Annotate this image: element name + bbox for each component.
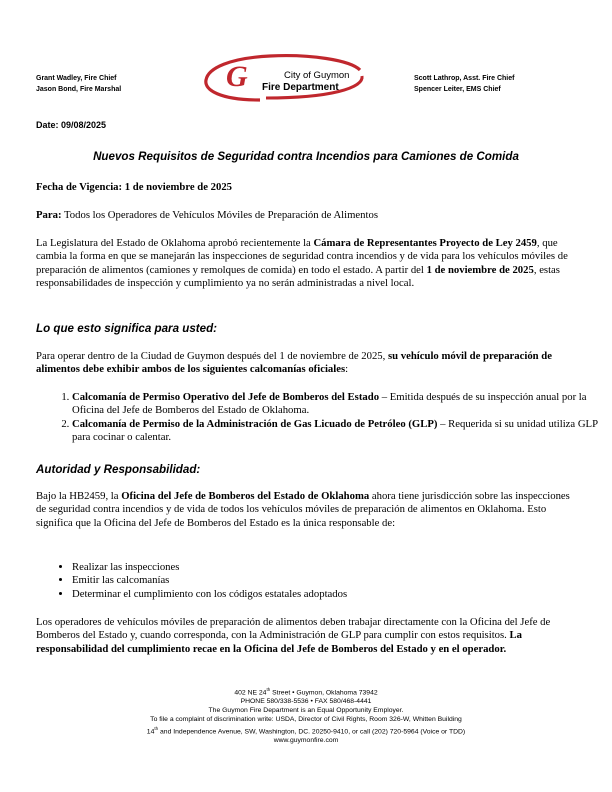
audience-label: Para: [36, 209, 62, 221]
ems-chief-name: Spencer Leiter, EMS Chief [414, 85, 501, 93]
intro-bill-name: Cámara de Representantes Proyecto de Ley 2459 [313, 237, 537, 249]
complaint-street-number: 14 [146, 728, 155, 736]
section1-text-1: Para operar dentro de la Ciudad de Guymon después del 1 de noviembre de 2025, [36, 350, 388, 362]
decal-name: Calcomanía de Permiso Operativo del Jefe de Bomberos del Estado [72, 391, 380, 403]
state-fire-marshal-office: Oficina del Jefe de Bomberos del Estado de Oklahoma [121, 490, 370, 502]
intro-text-3: , estas responsabilidades de inspección y cumplimiento ya no serán administradas a nivel local. [36, 263, 560, 289]
required-decals-list [36, 391, 612, 444]
document-date: Date: 09/08/2025 [36, 120, 107, 130]
closing-text: Los operadores de vehículos móviles de preparación de alimentos deben trabajar directamente con la Oficina del Jefe de Bomberos del Estado y, cuando corresponda, con la Administración de GLP para cumplir con estos requisitos. [36, 616, 551, 642]
header-right-officials [414, 74, 514, 95]
footer-complaint-line1: To file a complaint of discrimination write: USDA, Director of Civil Rights, Room 326-W, Whitten Building [150, 715, 462, 723]
footer-website[interactable]: www.guymonfire.com [273, 737, 339, 745]
page-footer [0, 686, 612, 746]
address-suffix: th [266, 687, 271, 692]
list-item: • Emitir las calcomanías [72, 574, 612, 587]
logo-dept-text: Fire Department [262, 82, 339, 93]
list-item: • Determinar el cumplimiento con los códigos estatales adoptados [72, 588, 612, 601]
list-item: • Realizar las inspecciones [72, 561, 612, 574]
list-item [72, 418, 612, 445]
address-street: Street • Guymon, Oklahoma 73942 [270, 689, 378, 697]
footer-address [0, 686, 612, 698]
intro-text-2: , que cambia la forma en que se manejarán las inspecciones de seguridad contra incendios y de vida para los vehículos móviles de preparación de alimentos (camiones y remolques de comida) en todo el estado. A partir del [36, 237, 568, 276]
logo-mark: G [226, 60, 248, 93]
effective-date: Fecha de Vigencia: 1 de noviembre de 2025 [36, 181, 233, 193]
closing-responsibility: La responsabilidad del cumplimiento recae en la Oficina del Jefe de Bomberos del Estado y en el operador. [36, 629, 522, 655]
audience-line [36, 209, 576, 222]
complaint-address: and Independence Avenue, SW, Washington, DC. 20250-9410, or call (202) 720-5964 (Voice or TDD) [158, 728, 466, 736]
fire-marshal-name: Jason Bond, Fire Marshal [36, 85, 122, 93]
logo-city-text: City of Guymon [284, 70, 350, 81]
section1-text-2: : [345, 363, 349, 376]
decal-description: – Requerida si su unidad utiliza GLP para cocinar o calentar. [72, 417, 598, 443]
decal-name: Calcomanía de Permiso de la Administración de Gas Licuado de Petróleo (GLP) [72, 417, 438, 430]
section1-requirement: su vehículo móvil de preparación de alimentos debe exhibir ambos de los siguientes calcomanías oficiales [36, 350, 552, 376]
document-title: Nuevos Requisitos de Seguridad contra Incendios para Camiones de Comida [93, 150, 519, 163]
fire-chief-name: Grant Wadley, Fire Chief [36, 75, 117, 82]
section-heading-authority: Autoridad y Responsabilidad: [36, 463, 201, 476]
responsibilities-list [36, 561, 612, 601]
intro-text-1: La Legislatura del Estado de Oklahoma aprobó recientemente la [36, 237, 314, 249]
intro-effective-date: 1 de noviembre de 2025 [426, 263, 534, 276]
section-heading-what-it-means: Lo que esto significa para usted: [36, 322, 218, 335]
section2-text-1: Bajo la HB2459, la [36, 490, 122, 502]
section2-paragraph [36, 490, 576, 530]
decal-description: – Emitida después de su inspección anual por la Oficina del Jefe de Bomberos del Estado de Oklahoma. [72, 391, 587, 417]
address-number: 402 NE 24 [234, 689, 267, 697]
list-item [72, 391, 612, 418]
intro-paragraph [36, 237, 576, 290]
fire-department-logo [200, 48, 370, 108]
complaint-street-suffix: th [154, 725, 159, 731]
audience-text: Todos los Operadores de Vehículos Móviles de Preparación de Alimentos [61, 209, 378, 221]
section1-paragraph [36, 350, 576, 377]
closing-paragraph [36, 616, 576, 656]
footer-phone: PHONE 580/338-5536 • FAX 580/468-4441 [240, 698, 372, 706]
footer-equal-opportunity: The Guymon Fire Department is an Equal Opportunity Employer. [208, 707, 404, 715]
header-left-officials [36, 74, 121, 95]
asst-fire-chief-name: Scott Lathrop, Asst. Fire Chief [414, 75, 515, 82]
footer-complaint-line2 [0, 725, 612, 737]
section2-text-2: ahora tiene jurisdicción sobre las inspecciones de seguridad contra incendios y de vida de todos los vehículos móviles de preparación de alimentos en Oklahoma. Esto significa que la Oficina del Jefe de Bomberos del Estado es la única responsable de: [36, 490, 570, 529]
